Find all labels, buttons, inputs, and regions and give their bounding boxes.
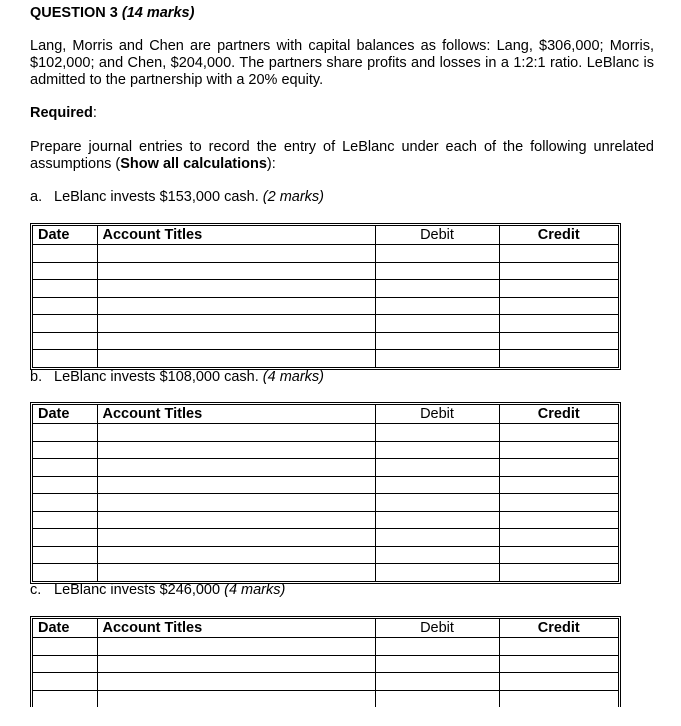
part-b-label: b. [30, 369, 43, 385]
account-cell[interactable] [97, 546, 375, 564]
date-cell[interactable] [33, 350, 97, 367]
part-b [30, 369, 324, 385]
debit-cell[interactable] [375, 297, 499, 315]
table-header-row [33, 619, 618, 638]
debit-cell[interactable] [375, 511, 499, 529]
debit-cell[interactable] [375, 262, 499, 280]
table-row [33, 332, 618, 350]
date-cell[interactable] [33, 332, 97, 350]
part-c-text: LeBlanc invests $246,000 [54, 582, 221, 598]
date-cell[interactable] [33, 459, 97, 477]
account-cell[interactable] [97, 424, 375, 442]
account-cell[interactable] [97, 297, 375, 315]
account-cell[interactable] [97, 690, 375, 707]
credit-cell[interactable] [499, 638, 618, 656]
date-cell[interactable] [33, 441, 97, 459]
debit-cell[interactable] [375, 315, 499, 333]
credit-cell[interactable] [499, 511, 618, 529]
table-row [33, 511, 618, 529]
table-row [33, 673, 618, 691]
header-date: Date [33, 226, 97, 245]
debit-cell[interactable] [375, 245, 499, 263]
debit-cell[interactable] [375, 638, 499, 656]
table-row [33, 315, 618, 333]
credit-cell[interactable] [499, 441, 618, 459]
credit-cell[interactable] [499, 546, 618, 564]
debit-cell[interactable] [375, 459, 499, 477]
date-cell[interactable] [33, 280, 97, 298]
account-cell[interactable] [97, 655, 375, 673]
table-row [33, 655, 618, 673]
debit-cell[interactable] [375, 529, 499, 547]
table-header-row [33, 226, 618, 245]
credit-cell[interactable] [499, 459, 618, 477]
part-a-label: a. [30, 189, 43, 205]
credit-cell[interactable] [499, 494, 618, 512]
table-row [33, 245, 618, 263]
table-row [33, 441, 618, 459]
account-cell[interactable] [97, 494, 375, 512]
account-cell[interactable] [97, 441, 375, 459]
part-b-text: LeBlanc invests $108,000 cash. [54, 369, 259, 385]
credit-cell[interactable] [499, 280, 618, 298]
date-cell[interactable] [33, 529, 97, 547]
table-row [33, 529, 618, 547]
question-title: QUESTION 3 [30, 5, 118, 21]
debit-cell[interactable] [375, 655, 499, 673]
debit-cell[interactable] [375, 476, 499, 494]
debit-cell[interactable] [375, 494, 499, 512]
header-debit: Debit [375, 619, 499, 638]
table-header-row [33, 405, 618, 424]
required-label: Required [30, 105, 93, 121]
part-b-marks: (4 marks) [262, 369, 325, 385]
date-cell[interactable] [33, 424, 97, 442]
table-row [33, 424, 618, 442]
part-a-text: LeBlanc invests $153,000 cash. [54, 189, 259, 205]
debit-cell[interactable] [375, 280, 499, 298]
date-cell[interactable] [33, 655, 97, 673]
account-cell[interactable] [97, 673, 375, 691]
table-row [33, 546, 618, 564]
required-heading [30, 105, 97, 121]
debit-cell[interactable] [375, 332, 499, 350]
account-cell[interactable] [97, 511, 375, 529]
credit-cell[interactable] [499, 297, 618, 315]
date-cell[interactable] [33, 476, 97, 494]
table-row [33, 690, 618, 707]
account-cell[interactable] [97, 459, 375, 477]
account-cell[interactable] [97, 262, 375, 280]
date-cell[interactable] [33, 638, 97, 656]
credit-cell[interactable] [499, 690, 618, 707]
header-date: Date [33, 405, 97, 424]
credit-cell[interactable] [499, 424, 618, 442]
table-row [33, 494, 618, 512]
debit-cell[interactable] [375, 673, 499, 691]
credit-cell[interactable] [499, 262, 618, 280]
account-cell[interactable] [97, 245, 375, 263]
part-a [30, 189, 324, 205]
date-cell[interactable] [33, 564, 97, 581]
debit-cell[interactable] [375, 424, 499, 442]
header-date: Date [33, 619, 97, 638]
question-marks: (14 marks) [121, 5, 195, 21]
credit-cell[interactable] [499, 350, 618, 367]
account-cell[interactable] [97, 350, 375, 367]
question-heading [30, 5, 194, 21]
debit-cell[interactable] [375, 564, 499, 581]
date-cell[interactable] [33, 245, 97, 263]
date-cell[interactable] [33, 690, 97, 707]
table-row [33, 638, 618, 656]
header-credit: Credit [499, 226, 618, 245]
debit-cell[interactable] [375, 546, 499, 564]
journal-table-a [30, 223, 621, 370]
debit-cell[interactable] [375, 441, 499, 459]
table-row [33, 297, 618, 315]
instruction-bold: Show all calculations [120, 156, 267, 172]
table-row [33, 476, 618, 494]
table-row [33, 262, 618, 280]
credit-cell[interactable] [499, 673, 618, 691]
header-credit: Credit [499, 405, 618, 424]
intro-paragraph: Lang, Morris and Chen are partners with capital balances as follows: Lang, $306,000; Morris, $102,000; and Chen, $204,000. The partners share profits and losses in a 1:2:1 ratio. LeBlanc is admitted to the partnership with a 20% equity. [30, 38, 654, 88]
credit-cell[interactable] [499, 315, 618, 333]
header-account-titles: Account Titles [97, 619, 375, 638]
table-row [33, 280, 618, 298]
journal-table-b [30, 402, 621, 584]
account-cell[interactable] [97, 638, 375, 656]
account-cell[interactable] [97, 280, 375, 298]
date-cell[interactable] [33, 315, 97, 333]
header-account-titles: Account Titles [97, 226, 375, 245]
table-row [33, 459, 618, 477]
header-debit: Debit [375, 405, 499, 424]
account-cell[interactable] [97, 315, 375, 333]
account-cell[interactable] [97, 529, 375, 547]
debit-cell[interactable] [375, 350, 499, 367]
instruction-text: Prepare journal entries to record the entry of LeBlanc under each of the following unrelated assumptions ( [30, 139, 654, 172]
credit-cell[interactable] [499, 655, 618, 673]
account-cell[interactable] [97, 332, 375, 350]
header-credit: Credit [499, 619, 618, 638]
account-cell[interactable] [97, 564, 375, 581]
instruction-end: ): [266, 156, 276, 172]
date-cell[interactable] [33, 297, 97, 315]
date-cell[interactable] [33, 262, 97, 280]
header-debit: Debit [375, 226, 499, 245]
required-colon: : [92, 105, 97, 121]
instruction-paragraph [30, 139, 654, 173]
date-cell[interactable] [33, 511, 97, 529]
part-c-marks: (4 marks) [224, 582, 286, 598]
date-cell[interactable] [33, 494, 97, 512]
part-a-marks: (2 marks) [262, 189, 325, 205]
date-cell[interactable] [33, 546, 97, 564]
table-row [33, 350, 618, 367]
table-row [33, 564, 618, 581]
credit-cell[interactable] [499, 476, 618, 494]
credit-cell[interactable] [499, 529, 618, 547]
credit-cell[interactable] [499, 245, 618, 263]
debit-cell[interactable] [375, 690, 499, 707]
part-c [30, 582, 285, 598]
part-c-label: c. [30, 582, 42, 598]
credit-cell[interactable] [499, 564, 618, 581]
journal-table-c [30, 616, 621, 707]
account-cell[interactable] [97, 476, 375, 494]
date-cell[interactable] [33, 673, 97, 691]
credit-cell[interactable] [499, 332, 618, 350]
header-account-titles: Account Titles [97, 405, 375, 424]
